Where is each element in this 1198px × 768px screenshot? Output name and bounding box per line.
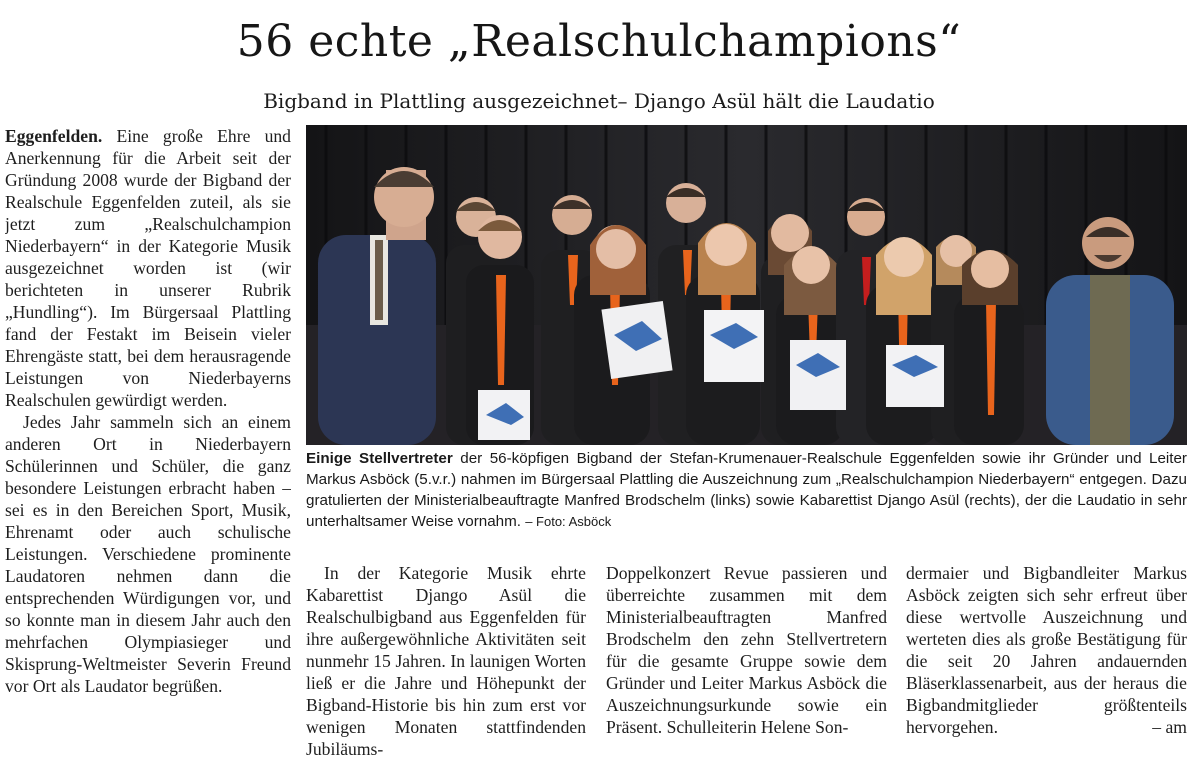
- article-column-2: [306, 562, 586, 762]
- photo-caption: [306, 448, 1187, 532]
- author-signature: – am: [1152, 717, 1187, 737]
- paragraph-3-end-text: dermaier und Bigbandleiter Markus Asböck zeigten sich sehr erfreut über diese wertvolle Auszeichnung und werteten dies als große Bestätigung für die seit 20 Jahren andauernden Bläserklassenarbeit, aus der heraus die Bigbandmitglieder größtenteils hervorgehen.: [906, 563, 1187, 737]
- caption-text: der 56-köpfigen Bigband der Stefan-Krumenauer-Realschule Eggenfelden sowie ihr Gründer und Leiter Markus Asböck (5.v.r.) nahmen im Bürgersaal Plattling die Auszeichnung zum „Realschulchampion Niederbayern“ entgegen. Dazu gratulierten der Ministerialbeauftragte Manfred Brodschelm (links) sowie Kabarettist Django Asül (rechts), der die Laudatio in sehr unterhaltsamer Weise vornahm.: [306, 450, 1187, 530]
- photo-credit: – Foto: Asböck: [525, 514, 612, 529]
- subheadline: Bigband in Plattling ausgezeichnet– Django Asül hält die Laudatio: [263, 89, 935, 113]
- article-column-4: [906, 562, 1187, 762]
- paragraph-2: Jedes Jahr sammeln sich an einem anderen Ort in Niederbayern Schülerinnen und Schüler, die ganz besondere Leistungen erbracht haben – sei es in den Bereichen Sport, Musik, Ehrenamt oder auch schulische Leistungen. Verschiedene prominente Laudatoren nehmen dann die entsprechenden Würdigungen vor, und so konnte man in diesem Jahr auch den mehrfachen Olympiasieger und Skisprung-Weltmeister Severin Freund vor Ort als Laudator begrüßen.: [5, 412, 291, 696]
- paragraph-3: In der Kategorie Musik ehrte Kabarettist Django Asül die Realschulbigband aus Eggenfelden für ihre außergewöhnliche Aktivitäten seit nunmehr 15 Jahren. In launigen Worten ließ er die Jahre und Höhepunkt der Bigband-Historie bis hin zum erst vor wenigen Monaten stattfindenden Jubiläums-: [306, 563, 586, 759]
- group-photo: [306, 125, 1187, 445]
- paragraph-1: [5, 125, 291, 411]
- article-column-3: [606, 562, 887, 762]
- paragraph-3-end: [906, 562, 1187, 738]
- article-column-1: [5, 125, 291, 755]
- paragraph-1-text: Eine große Ehre und Anerkennung für die Arbeit seit der Gründung 2008 wurde der Bigband der Realschule Eggenfelden zuteil, als sie jetzt zum „Realschulchampion Niederbayern“ in der Kategorie Musik ausgezeichnet worden ist (wir berichteten in unserer Rubrik „Hundling“). Im Bürgersaal Plattling fand der Festakt im Beisein vieler Ehrengäste statt, bei dem herausragende Leistungen von Niederbayerns Realschulen gewürdigt werden.: [5, 126, 291, 410]
- dateline: Eggenfelden.: [5, 126, 103, 146]
- photo-illustration: [306, 125, 1187, 445]
- paragraph-3-continued: Doppelkonzert Revue passieren und überreichte zusammen mit dem Ministerialbeauftragten Manfred Brodschelm den zehn Stellvertretern für die gesamte Gruppe sowie dem Gründer und Leiter Markus Asböck die Auszeichnungsurkunde sowie ein Präsent. Schulleiterin Helene Son-: [606, 563, 887, 737]
- caption-lead: Einige Stellvertreter: [306, 450, 453, 467]
- headline: 56 echte „Realschulchampions“: [236, 16, 962, 67]
